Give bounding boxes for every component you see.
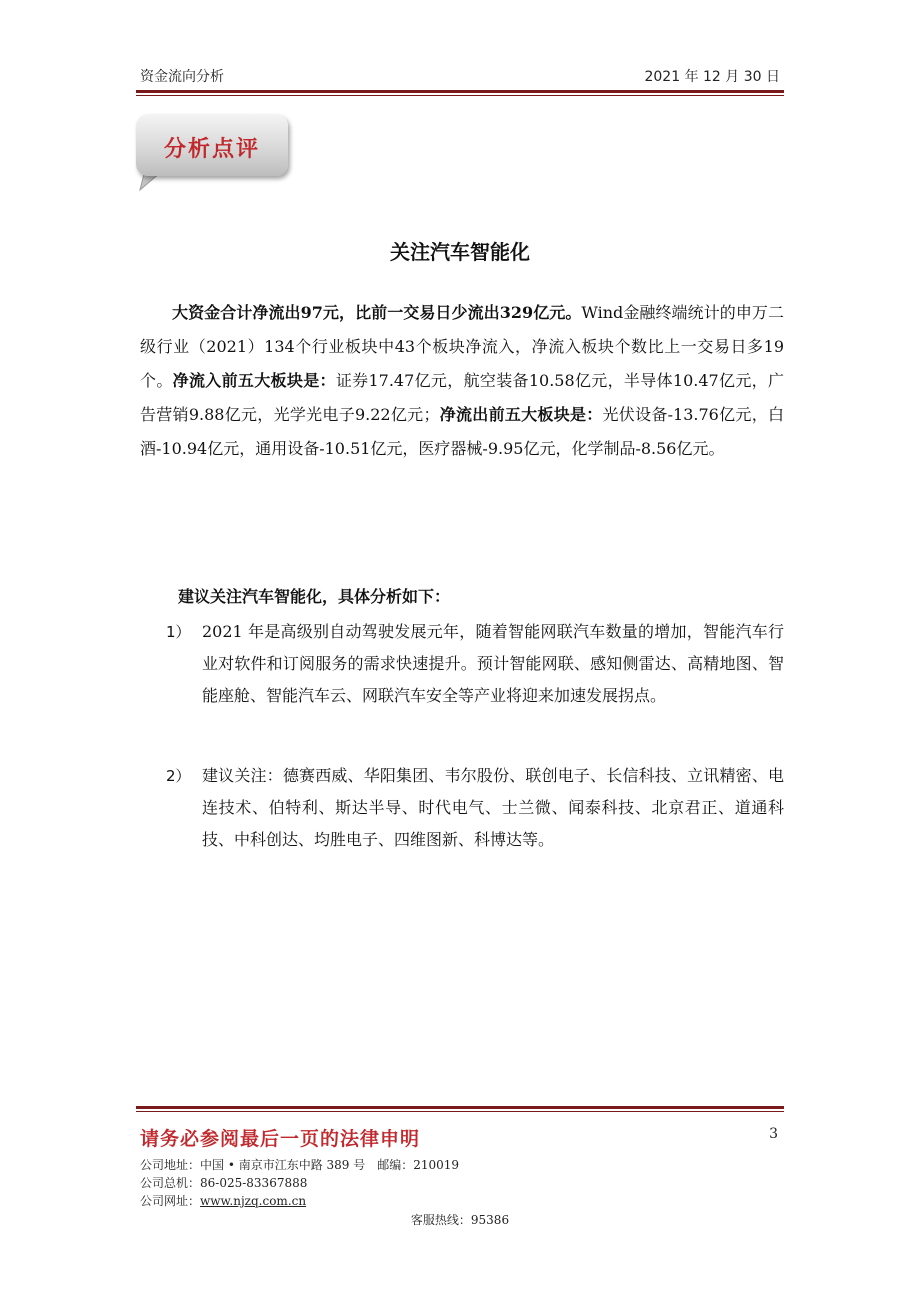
bubble-body <box>136 114 288 176</box>
company-website <box>140 1192 306 1209</box>
section-tag-label: 分析点评 <box>163 136 260 162</box>
outflow-list: 光伏设备-13.76亿元，白酒-10.94亿元，通用设备-10.51亿元，医疗器械-9.95亿元，化学制品-8.56亿元。 <box>140 405 784 458</box>
inflow-list: 证券17.47亿元，航空装备10.58亿元，半导体10.47亿元，广告营销9.88亿元，光学光电子9.22亿元； <box>140 371 784 424</box>
company-address: 公司地址：中国 • 南京市江东中路 389 号 邮编：210019 <box>140 1158 460 1172</box>
footer-rule-thick <box>136 1106 784 1109</box>
header-section-title: 资金流向分析 <box>140 69 224 85</box>
list-item-number: 1） <box>166 623 191 641</box>
section-tag-bubble <box>132 106 294 196</box>
list-item-text: 2021 年是高级别自动驾驶发展元年，随着智能网联汽车数量的增加，智能汽车行业对软件和订阅服务的需求快速提升。预计智能网联、感知侧雷达、高精地图、智能座舱、智能汽车云、网联汽车安全等产业将迎来加速发展拐点。 <box>202 622 784 705</box>
customer-hotline: 客服热线：95386 <box>410 1213 510 1227</box>
header-rule-thin <box>136 95 784 96</box>
suggestion-heading: 建议关注汽车智能化，具体分析如下： <box>178 587 451 606</box>
summary-lead: 大资金合计净流出97元，比前一交易日少流出329亿元。 <box>172 303 582 322</box>
summary-stats: Wind金融终端统计的申万二级行业（2021）134个行业板块中43个板块净流入，净流入板块个数比上一交易日多19个。 <box>140 303 784 390</box>
website-label: 公司网址： <box>140 1194 201 1208</box>
article-title: 关注汽车智能化 <box>390 240 530 264</box>
legal-notice: 请务必参阅最后一页的法律申明 <box>140 1128 421 1150</box>
header-date: 2021 年 12 月 30 日 <box>644 69 780 85</box>
header-rule-thick <box>136 90 784 93</box>
summary-paragraph <box>140 296 784 466</box>
list-item-number: 2） <box>166 767 191 785</box>
list-item <box>166 616 784 712</box>
list-item <box>166 760 784 856</box>
company-phone: 公司总机：86-025-83367888 <box>140 1176 308 1190</box>
list-item-text: 建议关注：德赛西威、华阳集团、韦尔股份、联创电子、长信科技、立讯精密、电连技术、伯特利、斯达半导、时代电气、士兰微、闻泰科技、北京君正、道通科技、中科创达、均胜电子、四维图新、科博达等。 <box>202 766 784 849</box>
footer-rule-thin <box>136 1111 784 1112</box>
outflow-label: 净流出前五大板块是： <box>439 405 603 424</box>
website-link[interactable]: www.njzq.com.cn <box>200 1194 307 1208</box>
page-number: 3 <box>769 1126 778 1142</box>
inflow-label: 净流入前五大板块是： <box>172 371 336 390</box>
